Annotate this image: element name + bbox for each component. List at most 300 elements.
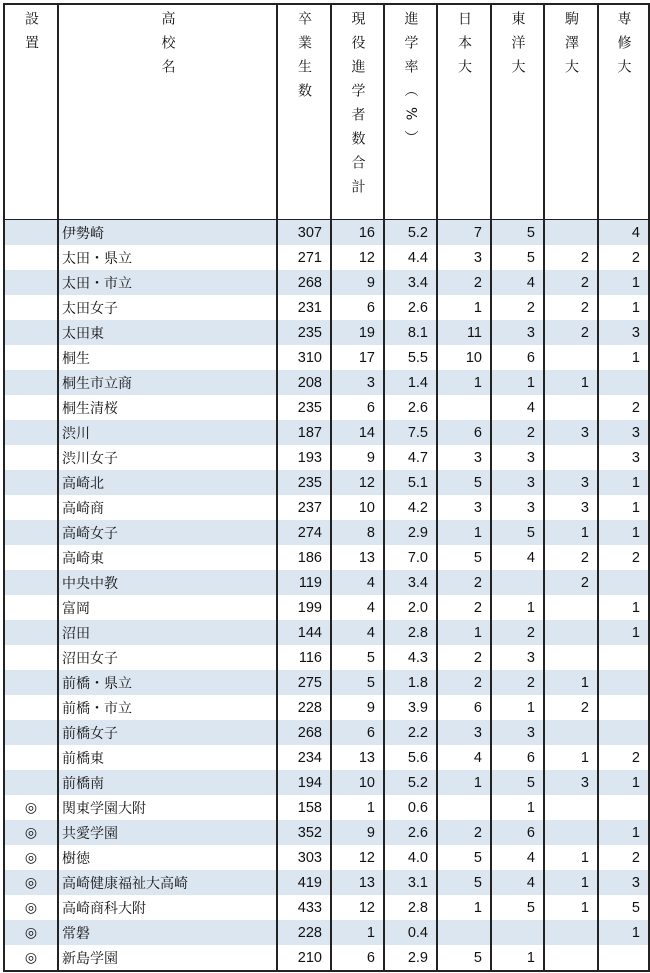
table-row — [4, 220, 649, 246]
nihon-cell: 2 — [437, 670, 491, 695]
komazawa-cell: 3 — [544, 420, 598, 445]
rate-cell: 5.1 — [384, 470, 437, 495]
komazawa-cell: 1 — [544, 845, 598, 870]
table-row — [4, 720, 649, 745]
nihon-cell: 1 — [437, 370, 491, 395]
rate-cell: 5.5 — [384, 345, 437, 370]
header-setchi — [4, 4, 58, 220]
komazawa-cell — [544, 220, 598, 246]
komazawa-cell — [544, 795, 598, 820]
toyo-cell: 3 — [491, 320, 544, 345]
setchi-cell — [4, 395, 58, 420]
toyo-cell: 4 — [491, 545, 544, 570]
header-total-admitted — [331, 4, 384, 220]
header-nihon — [437, 4, 491, 220]
total-admitted-cell: 6 — [331, 395, 384, 420]
school-name-cell: 高崎女子 — [58, 520, 277, 545]
komazawa-cell — [544, 820, 598, 845]
total-admitted-cell: 13 — [331, 545, 384, 570]
setchi-cell — [4, 720, 58, 745]
school-name-cell: 高崎健康福祉大高崎 — [58, 870, 277, 895]
senshu-cell: 1 — [598, 470, 649, 495]
school-name-cell: 太田・市立 — [58, 270, 277, 295]
nihon-cell — [437, 395, 491, 420]
toyo-cell: 6 — [491, 745, 544, 770]
nihon-cell: 2 — [437, 570, 491, 595]
table-row — [4, 870, 649, 895]
rate-cell: 0.4 — [384, 920, 437, 945]
total-admitted-cell: 4 — [331, 595, 384, 620]
toyo-cell: 4 — [491, 270, 544, 295]
setchi-cell — [4, 320, 58, 345]
graduates-cell: 144 — [277, 620, 331, 645]
graduates-cell: 194 — [277, 770, 331, 795]
school-name-cell: 新島学園 — [58, 945, 277, 971]
nihon-cell: 5 — [437, 845, 491, 870]
toyo-cell: 5 — [491, 520, 544, 545]
nihon-cell: 6 — [437, 695, 491, 720]
total-admitted-cell: 12 — [331, 895, 384, 920]
header-toyo — [491, 4, 544, 220]
toyo-cell — [491, 570, 544, 595]
rate-cell: 0.6 — [384, 795, 437, 820]
header-label: 卒業生数 — [296, 11, 312, 107]
total-admitted-cell: 17 — [331, 345, 384, 370]
senshu-cell: 1 — [598, 495, 649, 520]
setchi-cell: ◎ — [4, 820, 58, 845]
senshu-cell — [598, 795, 649, 820]
total-admitted-cell: 12 — [331, 470, 384, 495]
senshu-cell: 1 — [598, 620, 649, 645]
nihon-cell: 3 — [437, 245, 491, 270]
nihon-cell — [437, 795, 491, 820]
school-name-cell: 沼田女子 — [58, 645, 277, 670]
total-admitted-cell: 4 — [331, 570, 384, 595]
total-admitted-cell: 19 — [331, 320, 384, 345]
toyo-cell: 4 — [491, 395, 544, 420]
table-row — [4, 595, 649, 620]
table-row — [4, 445, 649, 470]
senshu-cell: 1 — [598, 595, 649, 620]
komazawa-cell — [544, 645, 598, 670]
komazawa-cell — [544, 620, 598, 645]
header-graduates — [277, 4, 331, 220]
nihon-cell: 2 — [437, 595, 491, 620]
total-admitted-cell: 12 — [331, 245, 384, 270]
setchi-cell — [4, 595, 58, 620]
rate-cell: 5.6 — [384, 745, 437, 770]
total-admitted-cell: 13 — [331, 870, 384, 895]
table-row — [4, 570, 649, 595]
header-label: 日本大 — [456, 11, 472, 83]
toyo-cell: 2 — [491, 420, 544, 445]
senshu-cell: 1 — [598, 920, 649, 945]
senshu-cell: 3 — [598, 445, 649, 470]
toyo-cell: 5 — [491, 770, 544, 795]
school-name-cell: 渋川女子 — [58, 445, 277, 470]
header-label: 東洋大 — [509, 11, 526, 83]
senshu-cell: 5 — [598, 895, 649, 920]
total-admitted-cell: 13 — [331, 745, 384, 770]
rate-cell: 2.0 — [384, 595, 437, 620]
senshu-cell — [598, 670, 649, 695]
setchi-cell — [4, 345, 58, 370]
nihon-cell: 2 — [437, 820, 491, 845]
graduates-cell: 193 — [277, 445, 331, 470]
school-name-cell: 前橋南 — [58, 770, 277, 795]
header-komazawa — [544, 4, 598, 220]
table-row — [4, 395, 649, 420]
school-name-cell: 高崎北 — [58, 470, 277, 495]
rate-cell: 8.1 — [384, 320, 437, 345]
toyo-cell: 1 — [491, 595, 544, 620]
komazawa-cell: 2 — [544, 295, 598, 320]
total-admitted-cell: 9 — [331, 820, 384, 845]
rate-cell: 2.6 — [384, 295, 437, 320]
toyo-cell: 3 — [491, 445, 544, 470]
total-admitted-cell: 12 — [331, 845, 384, 870]
graduates-cell: 352 — [277, 820, 331, 845]
senshu-cell: 3 — [598, 420, 649, 445]
nihon-cell: 5 — [437, 945, 491, 971]
komazawa-cell — [544, 720, 598, 745]
school-name-cell: 高崎商科大附 — [58, 895, 277, 920]
table-row — [4, 770, 649, 795]
setchi-cell: ◎ — [4, 870, 58, 895]
university-admissions-table — [3, 3, 650, 972]
rate-cell: 2.2 — [384, 720, 437, 745]
nihon-cell: 5 — [437, 545, 491, 570]
nihon-cell: 10 — [437, 345, 491, 370]
setchi-cell — [4, 570, 58, 595]
senshu-cell: 4 — [598, 220, 649, 246]
graduates-cell: 119 — [277, 570, 331, 595]
table-row — [4, 920, 649, 945]
table-row — [4, 470, 649, 495]
graduates-cell: 235 — [277, 320, 331, 345]
rate-cell: 4.3 — [384, 645, 437, 670]
senshu-cell — [598, 645, 649, 670]
header-row — [4, 4, 649, 220]
school-name-cell: 中央中教 — [58, 570, 277, 595]
table-row — [4, 945, 649, 971]
table-row — [4, 520, 649, 545]
senshu-cell: 3 — [598, 320, 649, 345]
komazawa-cell: 1 — [544, 670, 598, 695]
senshu-cell — [598, 720, 649, 745]
rate-cell: 3.9 — [384, 695, 437, 720]
nihon-cell: 5 — [437, 470, 491, 495]
graduates-cell: 268 — [277, 270, 331, 295]
graduates-cell: 274 — [277, 520, 331, 545]
komazawa-cell: 2 — [544, 270, 598, 295]
graduates-cell: 116 — [277, 645, 331, 670]
senshu-cell: 3 — [598, 870, 649, 895]
header-label: 高校名 — [159, 11, 176, 83]
total-admitted-cell: 1 — [331, 920, 384, 945]
school-name-cell: 共愛学園 — [58, 820, 277, 845]
graduates-cell: 208 — [277, 370, 331, 395]
setchi-cell — [4, 220, 58, 246]
table-row — [4, 620, 649, 645]
nihon-cell: 2 — [437, 645, 491, 670]
total-admitted-cell: 6 — [331, 945, 384, 971]
header-rate — [384, 4, 437, 220]
rate-cell: 4.4 — [384, 245, 437, 270]
setchi-cell — [4, 745, 58, 770]
nihon-cell: 1 — [437, 295, 491, 320]
graduates-cell: 228 — [277, 920, 331, 945]
table-row — [4, 645, 649, 670]
graduates-cell: 186 — [277, 545, 331, 570]
setchi-cell — [4, 420, 58, 445]
rate-cell: 2.9 — [384, 945, 437, 971]
senshu-cell: 2 — [598, 845, 649, 870]
toyo-cell: 3 — [491, 645, 544, 670]
total-admitted-cell: 9 — [331, 445, 384, 470]
toyo-cell: 4 — [491, 845, 544, 870]
setchi-cell: ◎ — [4, 920, 58, 945]
rate-cell: 2.8 — [384, 620, 437, 645]
table-row — [4, 745, 649, 770]
header-label: 進学率（%） — [402, 11, 419, 155]
school-name-cell: 渋川 — [58, 420, 277, 445]
graduates-cell: 187 — [277, 420, 331, 445]
nihon-cell: 3 — [437, 495, 491, 520]
school-name-cell: 桐生市立商 — [58, 370, 277, 395]
table-row — [4, 345, 649, 370]
graduates-cell: 303 — [277, 845, 331, 870]
toyo-cell: 2 — [491, 295, 544, 320]
komazawa-cell: 1 — [544, 870, 598, 895]
graduates-cell: 158 — [277, 795, 331, 820]
toyo-cell: 6 — [491, 345, 544, 370]
rate-cell: 3.4 — [384, 570, 437, 595]
setchi-cell — [4, 645, 58, 670]
nihon-cell: 3 — [437, 720, 491, 745]
komazawa-cell: 2 — [544, 245, 598, 270]
total-admitted-cell: 10 — [331, 770, 384, 795]
total-admitted-cell: 9 — [331, 695, 384, 720]
setchi-cell — [4, 245, 58, 270]
school-name-cell: 太田・県立 — [58, 245, 277, 270]
setchi-cell: ◎ — [4, 795, 58, 820]
senshu-cell: 2 — [598, 245, 649, 270]
school-name-cell: 樹徳 — [58, 845, 277, 870]
school-name-cell: 太田女子 — [58, 295, 277, 320]
toyo-cell: 3 — [491, 720, 544, 745]
komazawa-cell — [544, 945, 598, 971]
graduates-cell: 228 — [277, 695, 331, 720]
toyo-cell: 5 — [491, 895, 544, 920]
header-label: 駒澤大 — [563, 11, 579, 83]
school-name-cell: 前橋・市立 — [58, 695, 277, 720]
toyo-cell: 5 — [491, 220, 544, 246]
rate-cell: 2.6 — [384, 395, 437, 420]
nihon-cell: 7 — [437, 220, 491, 246]
setchi-cell — [4, 370, 58, 395]
graduates-cell: 237 — [277, 495, 331, 520]
setchi-cell — [4, 520, 58, 545]
graduates-cell: 235 — [277, 395, 331, 420]
setchi-cell — [4, 470, 58, 495]
toyo-cell: 6 — [491, 820, 544, 845]
graduates-cell: 268 — [277, 720, 331, 745]
senshu-cell: 2 — [598, 545, 649, 570]
setchi-cell — [4, 295, 58, 320]
school-name-cell: 桐生 — [58, 345, 277, 370]
setchi-cell: ◎ — [4, 845, 58, 870]
total-admitted-cell: 8 — [331, 520, 384, 545]
rate-cell: 4.7 — [384, 445, 437, 470]
rate-cell: 1.8 — [384, 670, 437, 695]
toyo-cell: 2 — [491, 670, 544, 695]
table-body — [4, 220, 649, 972]
komazawa-cell: 1 — [544, 895, 598, 920]
rate-cell: 2.9 — [384, 520, 437, 545]
rate-cell: 2.8 — [384, 895, 437, 920]
graduates-cell: 271 — [277, 245, 331, 270]
table-row — [4, 295, 649, 320]
school-name-cell: 桐生清桜 — [58, 395, 277, 420]
school-name-cell: 伊勢崎 — [58, 220, 277, 246]
nihon-cell — [437, 920, 491, 945]
table-row — [4, 820, 649, 845]
school-name-cell: 富岡 — [58, 595, 277, 620]
setchi-cell — [4, 770, 58, 795]
toyo-cell: 1 — [491, 695, 544, 720]
rate-cell: 5.2 — [384, 220, 437, 246]
senshu-cell: 1 — [598, 770, 649, 795]
table-row — [4, 495, 649, 520]
nihon-cell: 1 — [437, 770, 491, 795]
nihon-cell: 4 — [437, 745, 491, 770]
komazawa-cell: 1 — [544, 370, 598, 395]
setchi-cell — [4, 270, 58, 295]
school-name-cell: 関東学園大附 — [58, 795, 277, 820]
toyo-cell — [491, 920, 544, 945]
komazawa-cell: 2 — [544, 570, 598, 595]
header-school-name — [58, 4, 277, 220]
school-name-cell: 高崎東 — [58, 545, 277, 570]
toyo-cell: 2 — [491, 620, 544, 645]
komazawa-cell — [544, 345, 598, 370]
table-row — [4, 370, 649, 395]
senshu-cell — [598, 945, 649, 971]
total-admitted-cell: 1 — [331, 795, 384, 820]
nihon-cell: 6 — [437, 420, 491, 445]
komazawa-cell — [544, 395, 598, 420]
nihon-cell: 1 — [437, 620, 491, 645]
rate-cell: 4.0 — [384, 845, 437, 870]
rate-cell: 7.0 — [384, 545, 437, 570]
setchi-cell: ◎ — [4, 895, 58, 920]
setchi-cell — [4, 695, 58, 720]
rate-cell: 4.2 — [384, 495, 437, 520]
nihon-cell: 1 — [437, 895, 491, 920]
senshu-cell: 1 — [598, 820, 649, 845]
graduates-cell: 210 — [277, 945, 331, 971]
graduates-cell: 234 — [277, 745, 331, 770]
table-row — [4, 795, 649, 820]
komazawa-cell: 2 — [544, 320, 598, 345]
table-row — [4, 545, 649, 570]
rate-cell: 5.2 — [384, 770, 437, 795]
table-row — [4, 895, 649, 920]
header-label: 設置 — [23, 11, 39, 59]
komazawa-cell — [544, 920, 598, 945]
total-admitted-cell: 9 — [331, 270, 384, 295]
komazawa-cell: 1 — [544, 520, 598, 545]
total-admitted-cell: 14 — [331, 420, 384, 445]
header-senshu — [598, 4, 649, 220]
rate-cell: 7.5 — [384, 420, 437, 445]
setchi-cell — [4, 670, 58, 695]
graduates-cell: 199 — [277, 595, 331, 620]
komazawa-cell: 3 — [544, 495, 598, 520]
nihon-cell: 2 — [437, 270, 491, 295]
nihon-cell: 3 — [437, 445, 491, 470]
table-row — [4, 420, 649, 445]
total-admitted-cell: 6 — [331, 295, 384, 320]
toyo-cell: 1 — [491, 945, 544, 971]
senshu-cell — [598, 570, 649, 595]
rate-cell: 3.4 — [384, 270, 437, 295]
graduates-cell: 275 — [277, 670, 331, 695]
toyo-cell: 3 — [491, 495, 544, 520]
setchi-cell — [4, 445, 58, 470]
toyo-cell: 4 — [491, 870, 544, 895]
table-row — [4, 845, 649, 870]
header-label: 専修大 — [615, 11, 632, 83]
komazawa-cell: 3 — [544, 470, 598, 495]
school-name-cell: 沼田 — [58, 620, 277, 645]
toyo-cell: 5 — [491, 245, 544, 270]
toyo-cell: 1 — [491, 370, 544, 395]
senshu-cell: 1 — [598, 270, 649, 295]
total-admitted-cell: 4 — [331, 620, 384, 645]
total-admitted-cell: 5 — [331, 645, 384, 670]
toyo-cell: 3 — [491, 470, 544, 495]
table-row — [4, 695, 649, 720]
senshu-cell — [598, 370, 649, 395]
total-admitted-cell: 3 — [331, 370, 384, 395]
table-row — [4, 270, 649, 295]
school-name-cell: 高崎商 — [58, 495, 277, 520]
school-name-cell: 前橋・県立 — [58, 670, 277, 695]
komazawa-cell: 3 — [544, 770, 598, 795]
toyo-cell: 1 — [491, 795, 544, 820]
school-name-cell: 太田東 — [58, 320, 277, 345]
nihon-cell: 1 — [437, 520, 491, 545]
komazawa-cell — [544, 595, 598, 620]
school-name-cell: 常磐 — [58, 920, 277, 945]
senshu-cell: 1 — [598, 520, 649, 545]
graduates-cell: 231 — [277, 295, 331, 320]
table-row — [4, 320, 649, 345]
school-name-cell: 前橋女子 — [58, 720, 277, 745]
senshu-cell: 1 — [598, 345, 649, 370]
setchi-cell — [4, 620, 58, 645]
rate-cell: 1.4 — [384, 370, 437, 395]
senshu-cell: 1 — [598, 295, 649, 320]
total-admitted-cell: 16 — [331, 220, 384, 246]
total-admitted-cell: 6 — [331, 720, 384, 745]
total-admitted-cell: 10 — [331, 495, 384, 520]
table-row — [4, 670, 649, 695]
komazawa-cell: 2 — [544, 695, 598, 720]
header-label: 現役進学者数合計 — [349, 11, 366, 203]
